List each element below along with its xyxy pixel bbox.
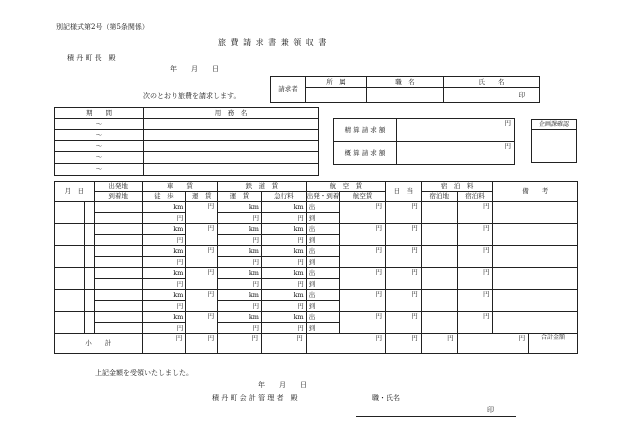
departure-cell[interactable] xyxy=(94,268,142,279)
arrival-cell[interactable] xyxy=(94,213,142,224)
rail-yen-cell[interactable]: 円 xyxy=(218,235,262,246)
h-remarks: 備 考 xyxy=(493,182,578,202)
rail-yen-cell[interactable]: 円 xyxy=(218,323,262,334)
lodging-place-cell[interactable] xyxy=(421,202,457,224)
daily-cell[interactable]: 円 xyxy=(385,202,421,224)
air-dep-cell[interactable]: 出 xyxy=(306,246,340,257)
walk-yen-cell[interactable]: 円 xyxy=(142,301,186,312)
air-dep-cell[interactable]: 出 xyxy=(306,268,340,279)
request-date: 年 月 日 xyxy=(170,65,219,73)
addressee: 積 丹 町 長 殿 xyxy=(67,54,116,62)
air-fare-cell[interactable]: 円 xyxy=(340,290,386,312)
express-km-cell[interactable]: km xyxy=(261,290,306,301)
express-km-cell[interactable]: km xyxy=(261,202,306,213)
request-text: 次のとおり旅費を請求します。 xyxy=(143,92,241,100)
air-arr-cell[interactable]: 到 xyxy=(306,235,340,246)
daily-cell[interactable]: 円 xyxy=(385,312,421,334)
receipt-position-name: 職・氏名 xyxy=(372,394,400,402)
departure-cell[interactable] xyxy=(94,202,142,213)
col-name: 氏 名 xyxy=(444,77,540,88)
period-row[interactable]: 〜 xyxy=(55,141,144,152)
lodging-place-cell[interactable] xyxy=(421,268,457,290)
h-dep-arr: 出発・到着 xyxy=(306,192,340,201)
subtotal-label: 小 計 xyxy=(55,334,143,354)
purpose-row[interactable] xyxy=(144,164,319,176)
col-position: 職 名 xyxy=(367,77,444,88)
day-cell[interactable] xyxy=(84,246,94,268)
walk-km-cell[interactable]: km xyxy=(142,312,186,323)
rail-km-cell[interactable]: km xyxy=(218,246,262,257)
air-fare-cell[interactable]: 円 xyxy=(340,202,386,224)
departure-cell[interactable] xyxy=(94,312,142,323)
day-cell[interactable] xyxy=(84,312,94,334)
air-dep-cell[interactable]: 出 xyxy=(306,202,340,213)
settlement-label: 精 算 請 求 額 xyxy=(334,119,397,142)
walk-km-cell[interactable]: km xyxy=(142,224,186,235)
h-rail: 鉄 道 賃 xyxy=(218,182,307,192)
h-rail-fare: 運 賃 xyxy=(218,192,262,202)
walk-km-cell[interactable]: km xyxy=(142,268,186,279)
day-cell[interactable] xyxy=(84,268,94,290)
subtotal-cell[interactable]: 円 xyxy=(421,334,457,354)
purpose-row[interactable] xyxy=(144,152,319,164)
arrival-cell[interactable] xyxy=(94,301,142,312)
air-arr-cell[interactable]: 到 xyxy=(306,213,340,224)
air-fare-cell[interactable]: 円 xyxy=(340,268,386,290)
period-row[interactable]: 〜 xyxy=(55,152,144,164)
rail-yen-cell[interactable]: 円 xyxy=(218,301,262,312)
lodging-fee-cell[interactable]: 円 xyxy=(457,202,493,224)
rail-yen-cell[interactable]: 円 xyxy=(218,279,262,290)
departure-cell[interactable] xyxy=(94,290,142,301)
walk-yen-cell[interactable]: 円 xyxy=(142,279,186,290)
lodging-fee-cell[interactable]: 円 xyxy=(457,312,493,334)
air-dep-cell[interactable]: 出 xyxy=(306,312,340,323)
h-car: 車 賃 xyxy=(142,182,218,192)
amounts-table xyxy=(333,118,515,165)
walk-km-cell[interactable]: km xyxy=(142,290,186,301)
h-departure: 出発地 xyxy=(94,182,142,192)
walk-yen-cell[interactable]: 円 xyxy=(142,235,186,246)
receipt-seal: 印 xyxy=(487,406,494,414)
lodging-place-cell[interactable] xyxy=(421,246,457,268)
remarks-cell[interactable] xyxy=(493,202,578,224)
confirm-stamp-area[interactable] xyxy=(532,130,577,163)
subtotal-cell[interactable]: 円 xyxy=(142,334,186,354)
month-cell[interactable] xyxy=(55,246,85,268)
rail-yen-cell[interactable]: 円 xyxy=(218,213,262,224)
air-arr-cell[interactable]: 到 xyxy=(306,323,340,334)
air-dep-cell[interactable]: 出 xyxy=(306,290,340,301)
car-fare-cell[interactable]: 円 xyxy=(186,290,218,312)
month-cell[interactable] xyxy=(55,224,85,246)
arrival-cell[interactable] xyxy=(94,323,142,334)
lodging-fee-cell[interactable]: 円 xyxy=(457,290,493,312)
signature-line[interactable] xyxy=(356,416,516,417)
air-dep-cell[interactable]: 出 xyxy=(306,224,340,235)
lodging-fee-cell[interactable]: 円 xyxy=(457,224,493,246)
h-lodging: 宿 泊 料 xyxy=(421,182,493,192)
subtotal-cell[interactable]: 円 xyxy=(457,334,529,354)
col-purpose: 用 務 名 xyxy=(144,108,319,119)
grand-total-label: 合計金額 xyxy=(529,334,578,354)
arrival-cell[interactable] xyxy=(94,257,142,268)
remarks-cell[interactable] xyxy=(493,268,578,290)
position-field[interactable] xyxy=(367,88,444,103)
day-cell[interactable] xyxy=(84,290,94,312)
receipt-text: 上記金額を受領いたしました。 xyxy=(95,369,193,377)
rail-km-cell[interactable]: km xyxy=(218,202,262,213)
lodging-place-cell[interactable] xyxy=(421,224,457,246)
estimate-amount[interactable]: 円 xyxy=(397,142,515,165)
express-yen-cell[interactable]: 円 xyxy=(261,301,306,312)
car-fare-cell[interactable]: 円 xyxy=(186,246,218,268)
month-cell[interactable] xyxy=(55,202,85,224)
rail-km-cell[interactable]: km xyxy=(218,224,262,235)
seal-mark: 印 xyxy=(518,90,525,99)
form-title: 旅 費 請 求 書 兼 領 収 書 xyxy=(218,38,328,47)
subtotal-cell[interactable]: 円 xyxy=(261,334,306,354)
receipt-date: 年 月 日 xyxy=(258,381,307,389)
period-row[interactable]: 〜 xyxy=(55,130,144,141)
arrival-cell[interactable] xyxy=(94,279,142,290)
air-fare-cell[interactable]: 円 xyxy=(340,312,386,334)
confirm-box xyxy=(531,119,577,163)
daily-cell[interactable]: 円 xyxy=(385,268,421,290)
h-lodging-place: 宿泊地 xyxy=(421,192,457,202)
lodging-fee-cell[interactable]: 円 xyxy=(457,268,493,290)
daily-cell[interactable]: 円 xyxy=(385,246,421,268)
h-car-fare: 運 賃 xyxy=(186,192,218,202)
subtotal-cell[interactable]: 円 xyxy=(186,334,218,354)
subtotal-cell[interactable]: 円 xyxy=(218,334,262,354)
month-cell[interactable] xyxy=(55,312,85,334)
daily-cell[interactable]: 円 xyxy=(385,290,421,312)
walk-yen-cell[interactable]: 円 xyxy=(142,213,186,224)
express-yen-cell[interactable]: 円 xyxy=(261,279,306,290)
car-fare-cell[interactable]: 円 xyxy=(186,268,218,290)
departure-cell[interactable] xyxy=(94,224,142,235)
h-arrival: 到着地 xyxy=(94,192,142,202)
air-arr-cell[interactable]: 到 xyxy=(306,301,340,312)
claimant-table xyxy=(270,76,540,103)
confirm-label: 企画課確認 xyxy=(532,120,577,130)
period-row[interactable]: 〜 xyxy=(55,119,144,130)
h-air: 航 空 賃 xyxy=(306,182,385,192)
express-yen-cell[interactable]: 円 xyxy=(261,323,306,334)
air-fare-cell[interactable]: 円 xyxy=(340,224,386,246)
walk-yen-cell[interactable]: 円 xyxy=(142,323,186,334)
express-km-cell[interactable]: km xyxy=(261,224,306,235)
rail-km-cell[interactable]: km xyxy=(218,290,262,301)
month-cell[interactable] xyxy=(55,268,85,290)
remarks-cell[interactable] xyxy=(493,290,578,312)
remarks-cell[interactable] xyxy=(493,312,578,334)
subtotal-cell[interactable]: 円 xyxy=(306,334,385,354)
air-fare-cell[interactable]: 円 xyxy=(340,246,386,268)
h-walk: 徒 歩 xyxy=(142,192,186,202)
rail-yen-cell[interactable]: 円 xyxy=(218,257,262,268)
rail-km-cell[interactable]: km xyxy=(218,312,262,323)
lodging-place-cell[interactable] xyxy=(421,290,457,312)
express-yen-cell[interactable]: 円 xyxy=(261,213,306,224)
remarks-cell[interactable] xyxy=(493,224,578,246)
h-daily: 日 当 xyxy=(385,182,421,202)
departure-cell[interactable] xyxy=(94,246,142,257)
day-cell[interactable] xyxy=(84,202,94,224)
daily-cell[interactable]: 円 xyxy=(385,224,421,246)
claimant-label: 請求者 xyxy=(271,77,306,103)
walk-km-cell[interactable]: km xyxy=(142,246,186,257)
walk-km-cell[interactable]: km xyxy=(142,202,186,213)
h-lodging-fee: 宿泊料 xyxy=(457,192,493,202)
express-yen-cell[interactable]: 円 xyxy=(261,235,306,246)
estimate-label: 概 算 請 求 額 xyxy=(334,142,397,165)
remarks-cell[interactable] xyxy=(493,246,578,268)
subtotal-cell[interactable]: 円 xyxy=(385,334,421,354)
month-cell[interactable] xyxy=(55,290,85,312)
air-arr-cell[interactable]: 到 xyxy=(306,279,340,290)
car-fare-cell[interactable]: 円 xyxy=(186,202,218,224)
purpose-row[interactable] xyxy=(144,119,319,130)
car-fare-cell[interactable]: 円 xyxy=(186,224,218,246)
itinerary-table xyxy=(54,181,578,354)
form-reference: 別記様式第2号（第5条関係） xyxy=(56,23,149,31)
period-table xyxy=(54,107,319,176)
affiliation-field[interactable] xyxy=(306,88,367,103)
car-fare-cell[interactable]: 円 xyxy=(186,312,218,334)
express-km-cell[interactable]: km xyxy=(261,268,306,279)
air-arr-cell[interactable]: 到 xyxy=(306,257,340,268)
day-cell[interactable] xyxy=(84,224,94,246)
lodging-place-cell[interactable] xyxy=(421,312,457,334)
settlement-amount[interactable]: 円 xyxy=(397,119,515,142)
h-month-day: 月 日 xyxy=(55,182,95,202)
express-yen-cell[interactable]: 円 xyxy=(261,257,306,268)
lodging-fee-cell[interactable]: 円 xyxy=(457,246,493,268)
purpose-row[interactable] xyxy=(144,141,319,152)
express-km-cell[interactable]: km xyxy=(261,312,306,323)
name-field[interactable] xyxy=(444,88,540,103)
period-row[interactable]: 〜 xyxy=(55,164,144,176)
receipt-addressee: 積 丹 町 会 計 管 理 者 殿 xyxy=(212,394,298,402)
rail-km-cell[interactable]: km xyxy=(218,268,262,279)
express-km-cell[interactable]: km xyxy=(261,246,306,257)
arrival-cell[interactable] xyxy=(94,235,142,246)
h-air-fare: 航空賃 xyxy=(340,192,386,202)
col-period: 期 間 xyxy=(55,108,144,119)
h-express: 急行料 xyxy=(261,192,306,202)
col-affiliation: 所 属 xyxy=(306,77,367,88)
purpose-row[interactable] xyxy=(144,130,319,141)
walk-yen-cell[interactable]: 円 xyxy=(142,257,186,268)
